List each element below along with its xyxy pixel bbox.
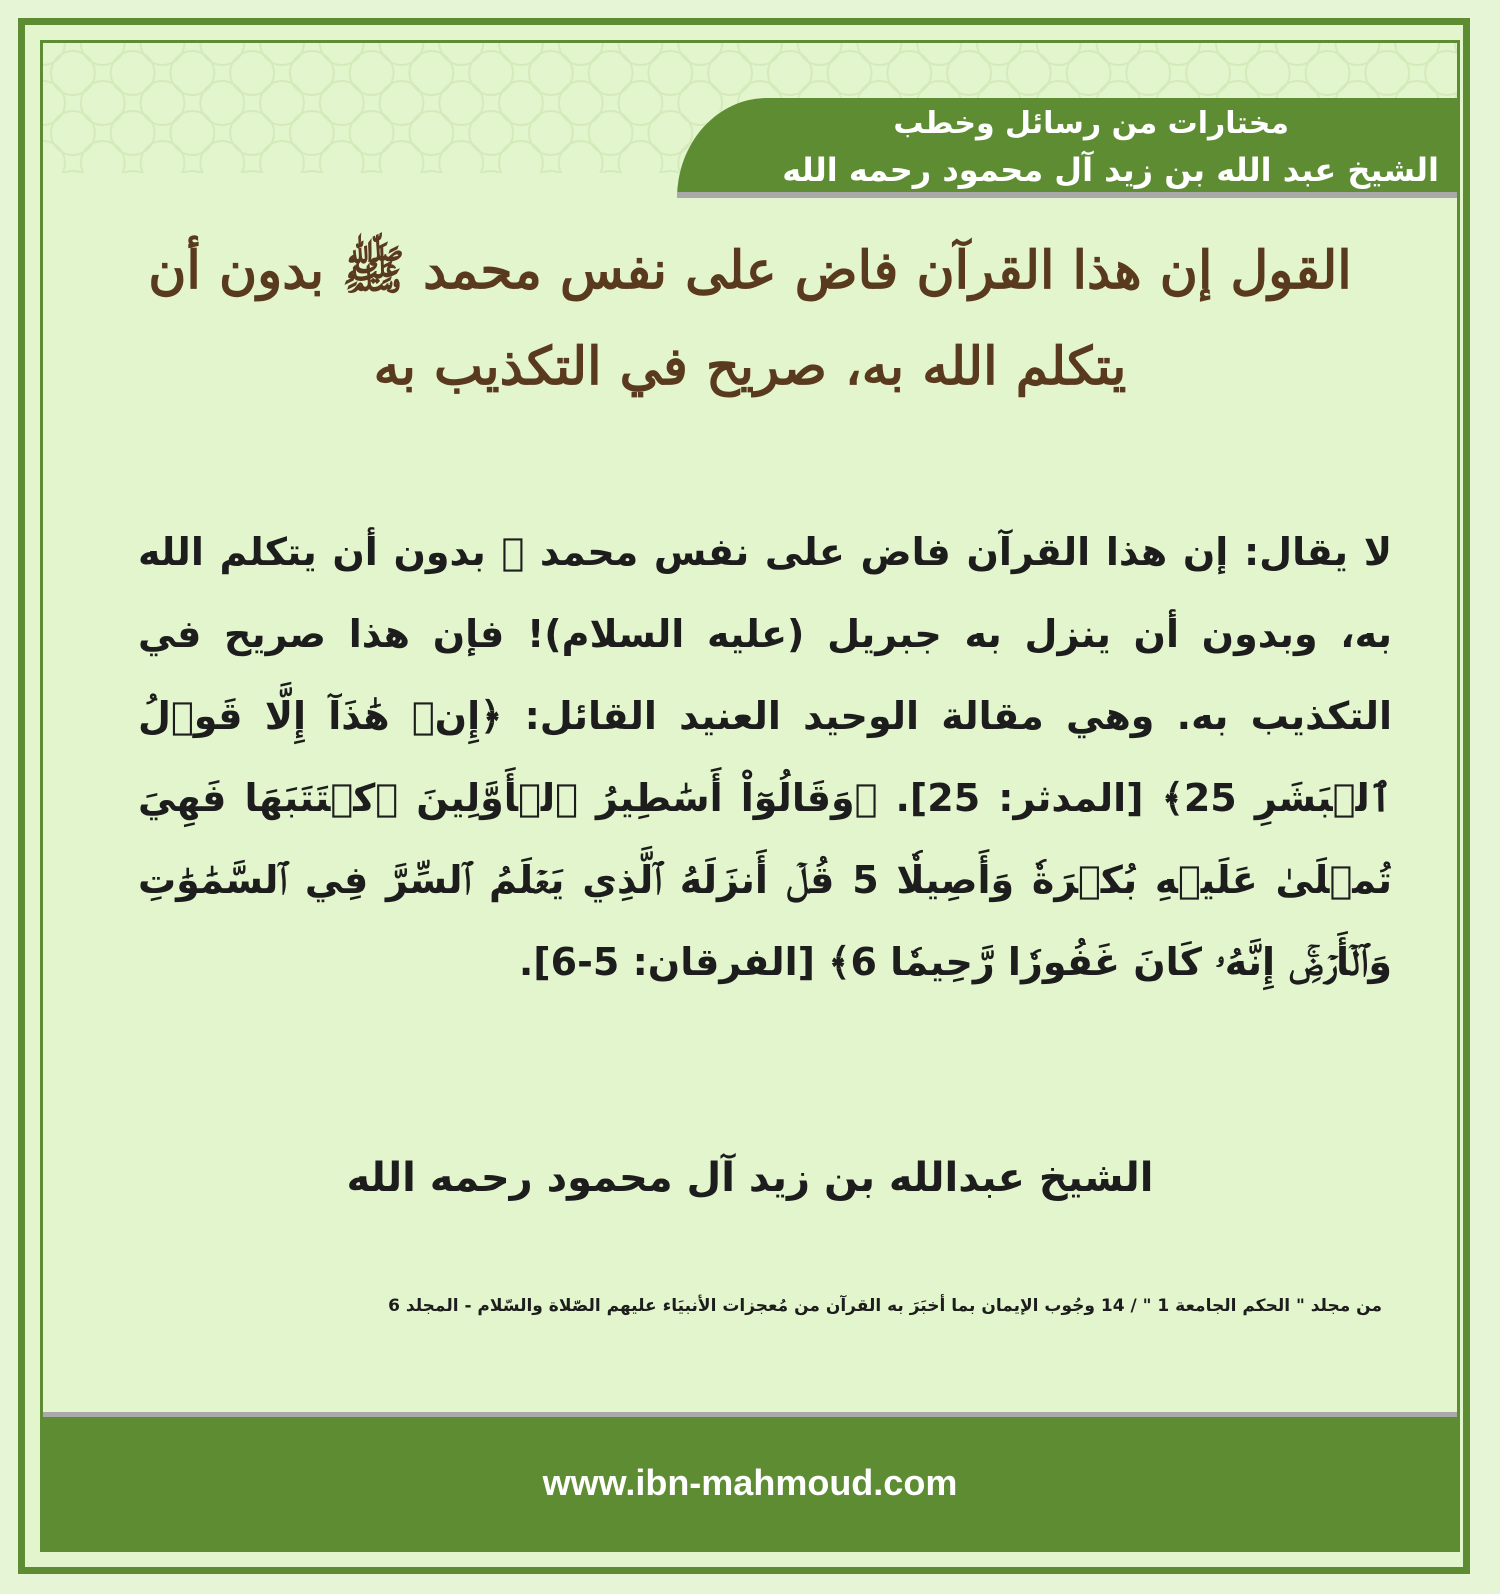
card <box>40 40 1460 1552</box>
header-subtitle: مختارات من رسائل وخطب <box>893 106 1289 141</box>
header-banner <box>677 98 1457 198</box>
article-title: القول إن هذا القرآن فاض على نفس محمد ﷺ بدون أن يتكلم الله به، صريح في التكذيب به <box>148 240 1352 397</box>
source-citation: من مجلد " الحكم الجامعة 1 " / 14 وجُوب الإيمان بما أخبَرَ به القرآن من مُعجزات الأنبيَاء عليهم الصّلاة والسّلام - المجلد 6 <box>388 1296 1382 1316</box>
website-link[interactable]: www.ibn-mahmoud.com <box>542 1462 958 1503</box>
header-author: الشيخ عبد الله بن زيد آل محمود رحمه الله <box>782 151 1439 189</box>
article-body: لا يقال: إن هذا القرآن فاض على نفس محمد ﷺ بدون أن يتكلم الله به، وبدون أن ينزل به جبريل (عليه السلام)! فإن هذا صريح في التكذيب به. وهي مقالة الوحيد العنيد القائل: ﴿إِنۡ هَٰذَآ إِلَّا قَوۡلُ ٱلۡبَشَرِ 25﴾ [المدثر: 25]. ﴿وَقَالُوٓاْ أَسَٰطِيرُ ٱلۡأَوَّلِينَ ٱكۡتَتَبَهَا فَهِيَ تُمۡلَىٰ عَلَيۡهِ بُكۡرَةٗ وَأَصِيلٗا 5 قُلۡ أَنزَلَهُ ٱلَّذِي يَعۡلَمُ ٱلسِّرَّ فِي ٱلسَّمَٰوَٰتِ وَٱلۡأَرۡضِۚ إِنَّهُۥ كَانَ غَفُورٗا رَّحِيمٗا 6﴾ [الفرقان: 5-6]. <box>138 530 1392 984</box>
footer-bar <box>43 1412 1457 1549</box>
author-signature: الشيخ عبدالله بن زيد آل محمود رحمه الله <box>346 1155 1154 1201</box>
